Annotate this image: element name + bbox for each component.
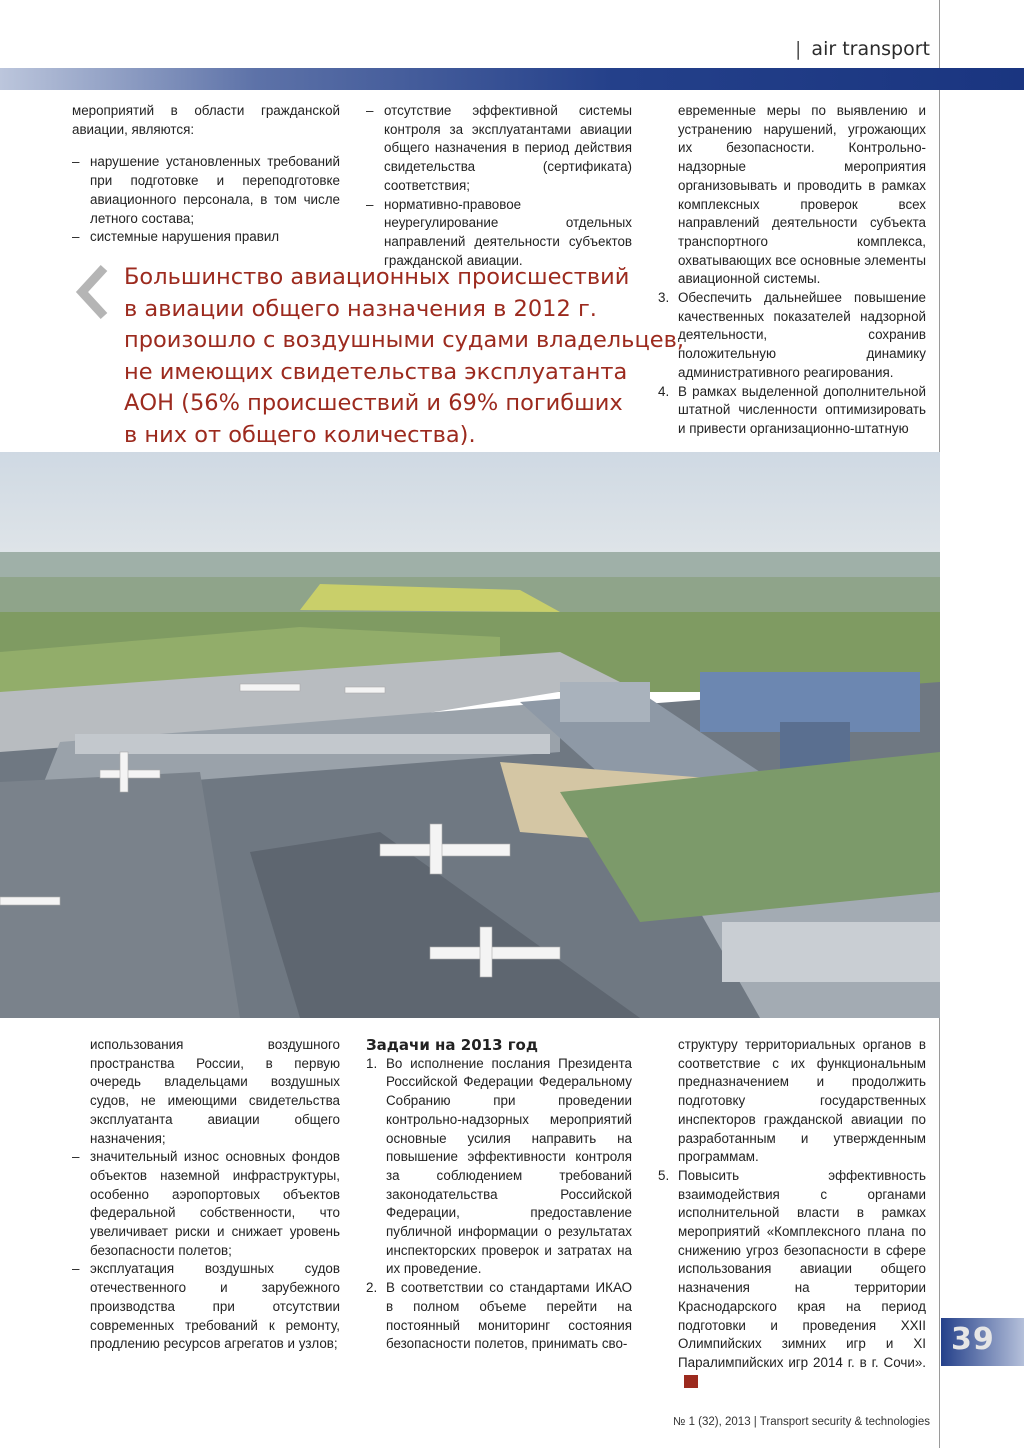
section-label: | air transport bbox=[795, 38, 930, 60]
list-item: – значительный износ основных фондов объектов наземной инфраструктуры, особенно аэропортовых объектов федеральной собственности, что увеличивает риски и снижает уровень безопасности полетов; bbox=[72, 1148, 340, 1260]
pull-quote-line: в них от общего количества). bbox=[124, 421, 476, 448]
numbered-item: 2. В соответствии со стандартами ИКАО в полном объеме перейти на постоянный мониторинг состояния безопасности полетов, принимать сво- bbox=[366, 1280, 632, 1352]
pull-quote-line: Большинство авиационных происшествий bbox=[124, 264, 630, 290]
tst-logo-icon bbox=[684, 1375, 698, 1388]
text-column-2-top bbox=[366, 102, 632, 270]
numbered-item: 3. Обеспечить дальнейшее повышение качественных показателей надзорной деятельности, сохранив положительную динамику административного реагирования. bbox=[658, 290, 926, 380]
pull-quote-line: не имеющих свидетельства эксплуатанта bbox=[124, 358, 628, 385]
paragraph: мероприятий в области гражданской авиации, являются: bbox=[72, 103, 340, 137]
paragraph: евременные меры по выявлению и устранению нарушений, угрожающих их безопасности. Контрольно-надзорные мероприятия организовывать и проводить в рамках комплексных проверок всех направлений деятельности субъекта транспортного комплекса, охватывающих все основные элементы авиационной системы. bbox=[678, 103, 926, 287]
page-number: 39 bbox=[951, 1322, 995, 1357]
list-item: – эксплуатация воздушных судов отечественного и зарубежного производства при отсутствии современных требований к ремонту, продлению ресурсов агрегатов и узлов; bbox=[72, 1260, 340, 1354]
pull-quote-line: АОН (56% происшествий и 69% погибших bbox=[124, 390, 623, 416]
numbered-item: 5. Повысить эффективность взаимодействия с органами исполнительной власти в рамках мероприятий «Комплексного плана по снижению угроз безопасности в сфере использования авиации общего назначения на территории Краснодарского края на период подготовки и проведения XXII Олимпийских зимних игр и XI Паралимпийских игр 2014 г. в г. Сочи». bbox=[658, 1167, 926, 1391]
list-item: – системные нарушения правил bbox=[72, 228, 340, 247]
paragraph: структуру территориальных органов в соответствие с их функциональным предназначением и продолжить подготовку государственных инспекторов гражданской авиации по разработанным и утвержденным программам. bbox=[678, 1037, 926, 1165]
header-color-band bbox=[0, 68, 1024, 90]
paragraph: использования воздушного пространства России, в первую очередь владельцами воздушных судов, не имеющими свидетельства эксплуатанта авиации общего назначения; bbox=[90, 1037, 340, 1146]
pull-quote-line: в авиации общего назначения в 2012 г. bbox=[124, 295, 597, 322]
text-column-3-bottom bbox=[658, 1036, 926, 1391]
airport-aerial-photo bbox=[0, 452, 940, 1018]
list-item: – отсутствие эффективной системы контроля за эксплуатантами авиации общего назначения в период действия свидетельства (сертификата) соответствия; bbox=[366, 102, 632, 196]
numbered-item: 1. Во исполнение послания Президента Российской Федерации Федеральному Собранию при проведении контрольно-надзорных мероприятий основные усилия направить на повышение эффективности контроля за соблюдением требований законодательства Российской Федерации, предоставление публичной информации о результатах инспекторских проверок и затратах на их проведение. bbox=[366, 1055, 632, 1277]
text-column-3-top bbox=[658, 102, 926, 439]
list-item: – нормативно-правовое неурегулирование отдельных направлений деятельности субъектов гражданской авиации. bbox=[366, 196, 632, 271]
pull-quote-line: произошло с воздушными судами владельцев, bbox=[124, 327, 685, 353]
numbered-item: 4. В рамках выделенной дополнительной штатной численности оптимизировать и привести организационно-штатную bbox=[658, 383, 926, 436]
footer: № 1 (32), 2013 | Transport security & technologies bbox=[673, 1416, 930, 1428]
section-heading: Задачи на 2013 год bbox=[366, 1036, 538, 1054]
page-number-tab bbox=[941, 1318, 1024, 1366]
text-column-1-bottom bbox=[72, 1036, 340, 1354]
list-item: – нарушение установленных требований при подготовке и переподготовке авиационного персонала, в том числе летного состава; bbox=[72, 153, 340, 228]
quote-chevron-icon bbox=[70, 262, 120, 322]
pull-quote bbox=[124, 262, 685, 451]
text-column-1-top bbox=[72, 102, 340, 247]
text-column-2-bottom bbox=[366, 1036, 632, 1354]
